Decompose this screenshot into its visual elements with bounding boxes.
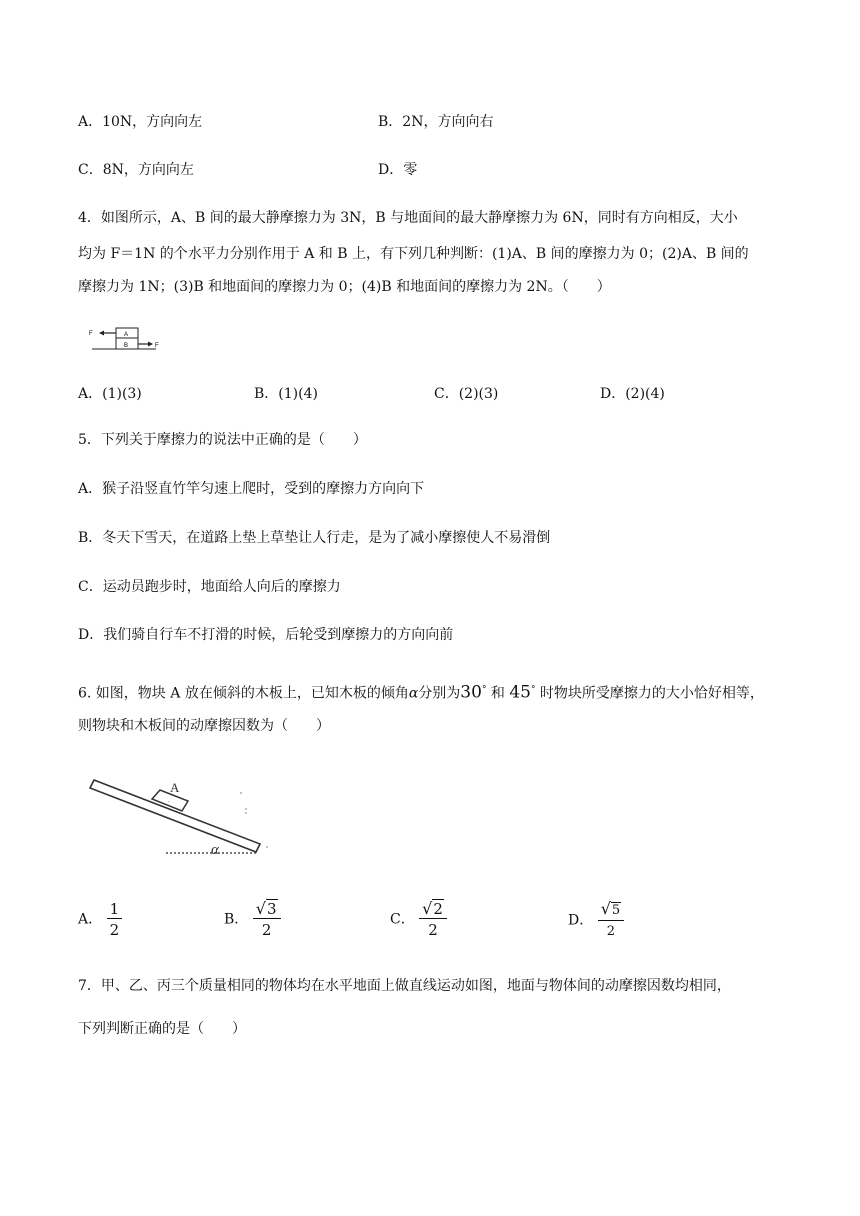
q7-stem-line-1: 7．甲、乙、丙三个质量相同的物体均在水平地面上做直线运动如图，地面与物体间的动摩擦因数均相同， — [78, 978, 731, 994]
q6-option-d-radicand: 5 — [611, 903, 621, 918]
q4-label-f-left: F — [89, 331, 93, 337]
q6-alpha: α — [408, 685, 419, 702]
q4-stem-line-2: 均为 F＝1N 的个水平力分别作用于 A 和 B 上，有下列几种判断：(1)A、B 间的摩擦力为 0；(2)A、B 间的 — [78, 246, 749, 262]
q6-stem-part-1: 6. 如图，物块 A 放在倾斜的木板上，已知木板的倾角 — [78, 685, 409, 702]
q6-stem-line-2: 则物块和木板间的动摩擦因数为（ ） — [78, 718, 330, 734]
q5-option-b: B．冬天下雪天，在道路上垫上草垫让人行走，是为了减小摩擦使人不易滑倒 — [78, 530, 551, 546]
q6-degree-1: ° — [481, 685, 487, 695]
q6-option-b-denominator: 2 — [261, 921, 272, 939]
q6-option-d-numerator: √5 — [598, 900, 624, 921]
q4-stem-line-3: 摩擦力为 1N；(3)B 和地面间的摩擦力为 0；(4)B 和地面间的摩擦力为 2N。（ ） — [78, 279, 611, 295]
q6-option-d-fraction — [598, 900, 624, 941]
q6-option-b-numerator: √3 — [253, 900, 281, 919]
q6-option-a-numerator: 1 — [107, 900, 123, 919]
q6-stem-line-1 — [78, 680, 764, 704]
q3-option-b: B．2N，方向向右 — [378, 114, 494, 130]
q4-stem-line-1: 4．如图所示，A、B 间的最大静摩擦力为 3N，B 与地面间的最大静摩擦力为 6N，同时有方向相反，大小 — [78, 210, 738, 226]
q6-option-b-fraction — [253, 900, 281, 939]
q6-option-a-letter: A． — [78, 911, 103, 928]
svg-text:-: - — [168, 799, 170, 805]
q4-label-f-right: F — [155, 343, 159, 349]
q6-option-b — [224, 900, 281, 939]
q6-block-label: A — [170, 780, 180, 795]
q4-option-b: B．(1)(4) — [254, 386, 318, 402]
q4-label-block-a: A — [124, 332, 129, 338]
q6-incline-diagram — [84, 776, 274, 860]
q7-stem-line-2: 下列判断正确的是（ ） — [78, 1021, 246, 1037]
q3-option-a: A．10N，方向向左 — [78, 114, 203, 130]
q4-option-d: D．(2)(4) — [600, 386, 665, 402]
q6-and: 和 — [486, 685, 510, 702]
q6-stem-part-2: 分别为 — [418, 685, 461, 702]
q6-option-c-fraction — [419, 900, 447, 939]
q6-angle-30: 30 — [460, 682, 482, 703]
q6-option-c-numerator: √2 — [419, 900, 447, 919]
q3-option-d: D．零 — [378, 162, 418, 178]
q3-option-c: C．8N，方向向左 — [78, 162, 194, 178]
q6-option-c-letter: C． — [390, 911, 415, 928]
q6-angle-label: α — [211, 842, 219, 858]
q6-option-b-letter: B． — [224, 911, 249, 928]
q5-stem: 5．下列关于摩擦力的说法中正确的是（ ） — [78, 432, 367, 448]
q6-option-d-letter: D． — [568, 912, 594, 929]
q6-stem-part-3: 时物块所受摩擦力的大小恰好相等， — [535, 685, 764, 702]
q5-option-a: A．猴子沿竖直竹竿匀速上爬时，受到的摩擦力方向向下 — [78, 481, 425, 497]
q5-option-c: C．运动员跑步时，地面给人向后的摩擦力 — [78, 579, 341, 595]
q4-option-c: C．(2)(3) — [434, 386, 499, 402]
q6-option-a-fraction — [107, 900, 123, 939]
q4-option-a: A．(1)(3) — [78, 386, 142, 402]
q6-option-a-denominator: 2 — [109, 921, 120, 939]
q6-angle-45: 45 — [509, 682, 531, 703]
q6-option-d-denominator: 2 — [606, 924, 616, 939]
q6-option-d — [568, 900, 624, 941]
q6-option-c-radicand: 2 — [433, 900, 443, 918]
q4-force-diagram — [86, 322, 166, 354]
q6-option-b-radicand: 3 — [266, 900, 277, 918]
q6-option-a — [78, 900, 122, 939]
q4-label-block-b: B — [124, 343, 129, 349]
q6-option-c-denominator: 2 — [428, 921, 438, 939]
q6-degree-2: ° — [530, 685, 536, 695]
q6-option-c — [390, 900, 447, 939]
q5-option-d: D．我们骑自行车不打滑的时候，后轮受到摩擦力的方向向前 — [78, 627, 454, 643]
